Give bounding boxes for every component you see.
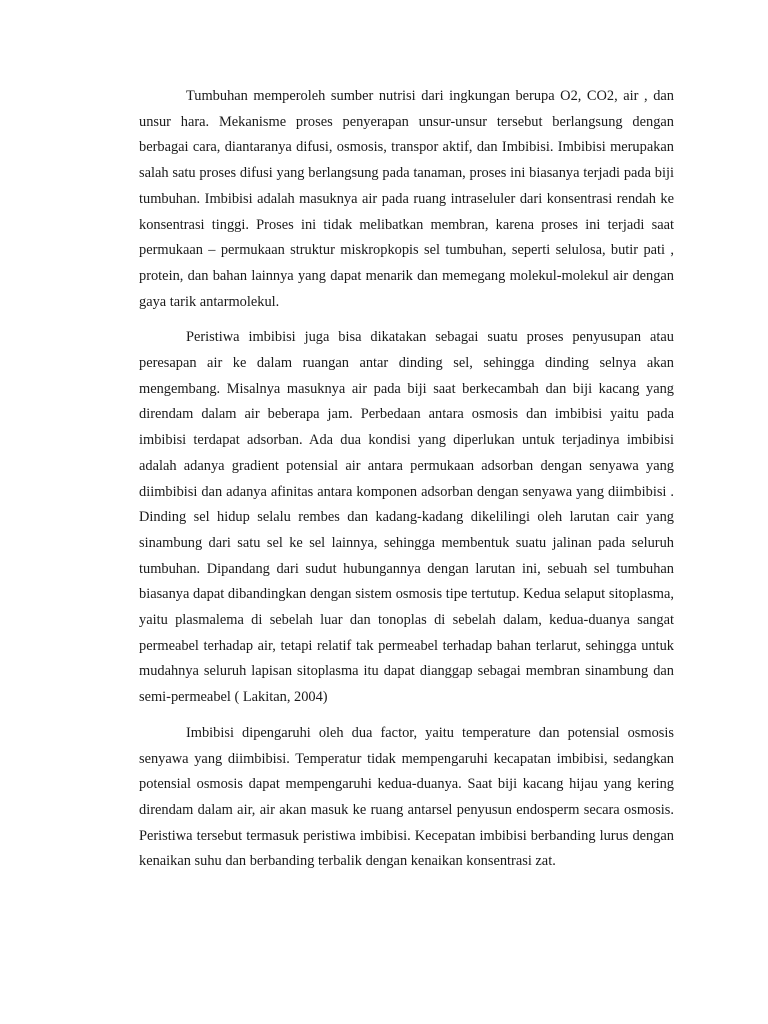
paragraph-1-text: Tumbuhan memperoleh sumber nutrisi dari ingkungan berupa O2, CO2, air , dan unsur hara. Mekanisme proses penyerapan unsur-unsur tersebut berlangsung dengan berbagai cara, diantaranya difusi, osmosis, transpor aktif, dan Imbibisi. Imbibisi merupakan salah satu proses difusi yang berlangsung pada tanaman, proses ini biasanya terjadi pada biji tumbuhan. Imbibisi adalah masuknya air pada ruang intraseluler dari konsentrasi rendah ke konsentrasi tinggi. Proses ini tidak melibatkan membran, karena proses ini terjadi saat permukaan – permukaan struktur miskropkopis sel tumbuhan, seperti selulosa, butir pati , protein, dan bahan lainnya yang dapat menarik dan memegang molekul-molekul air dengan gaya tarik antarmolekul. <box>139 88 674 310</box>
paragraph-3-text: Imbibisi dipengaruhi oleh dua factor, yaitu temperature dan potensial osmosis senyawa yang diimbibisi. Temperatur tidak mempengaruhi kecapatan imbibisi, sedangkan potensial osmosis dapat mempengaruhi kedua-duanya. Saat biji kacang hijau yang kering direndam dalam air, air akan masuk ke ruang antarsel penyusun endosperm secara osmosis. Peristiwa tersebut termasuk peristiwa imbibisi. Kecepatan imbibisi berbanding lurus dengan kenaikan suhu dan berbanding terbalik dengan kenaikan konsentrasi zat. <box>139 724 674 870</box>
paragraph-1 <box>139 84 674 315</box>
document-body <box>139 84 674 885</box>
paragraph-2 <box>139 325 674 711</box>
paragraph-2-text: Peristiwa imbibisi juga bisa dikatakan sebagai suatu proses penyusupan atau peresapan air ke dalam ruangan antar dinding sel, sehingga dinding selnya akan mengembang. Misalnya masuknya air pada biji saat berkecambah dan biji kacang yang direndam dalam air beberapa jam. Perbedaan antara osmosis dan imbibisi yaitu pada imbibisi terdapat adsorban. Ada dua kondisi yang diperlukan untuk terjadinya imbibisi adalah adanya gradient potensial air antara permukaan adsorban dengan senyawa yang diimbibisi dan adanya afinitas antara komponen adsorban dengan senyawa yang diimbibisi . Dinding sel hidup selalu rembes dan kadang-kadang dikelilingi oleh larutan cair yang sinambung dari satu sel ke sel lainnya, sehingga membentuk suatu jalinan pada seluruh tumbuhan. Dipandang dari sudut hubungannya dengan larutan ini, sebuah sel tumbuhan biasanya dapat dibandingkan dengan sistem osmosis tipe tertutup. Kedua selaput sitoplasma, yaitu plasmalema di sebelah luar dan tonoplas di sebelah dalam, kedua-duanya sangat permeabel terhadap air, tetapi relatif tak permeabel terhadap bahan terlarut, sehingga untuk mudahnya seluruh lapisan sitoplasma itu dapat dianggap sebagai membran sinambung dan semi-permeabel ( Lakitan, 2004) <box>139 329 674 706</box>
paragraph-3 <box>139 721 674 875</box>
